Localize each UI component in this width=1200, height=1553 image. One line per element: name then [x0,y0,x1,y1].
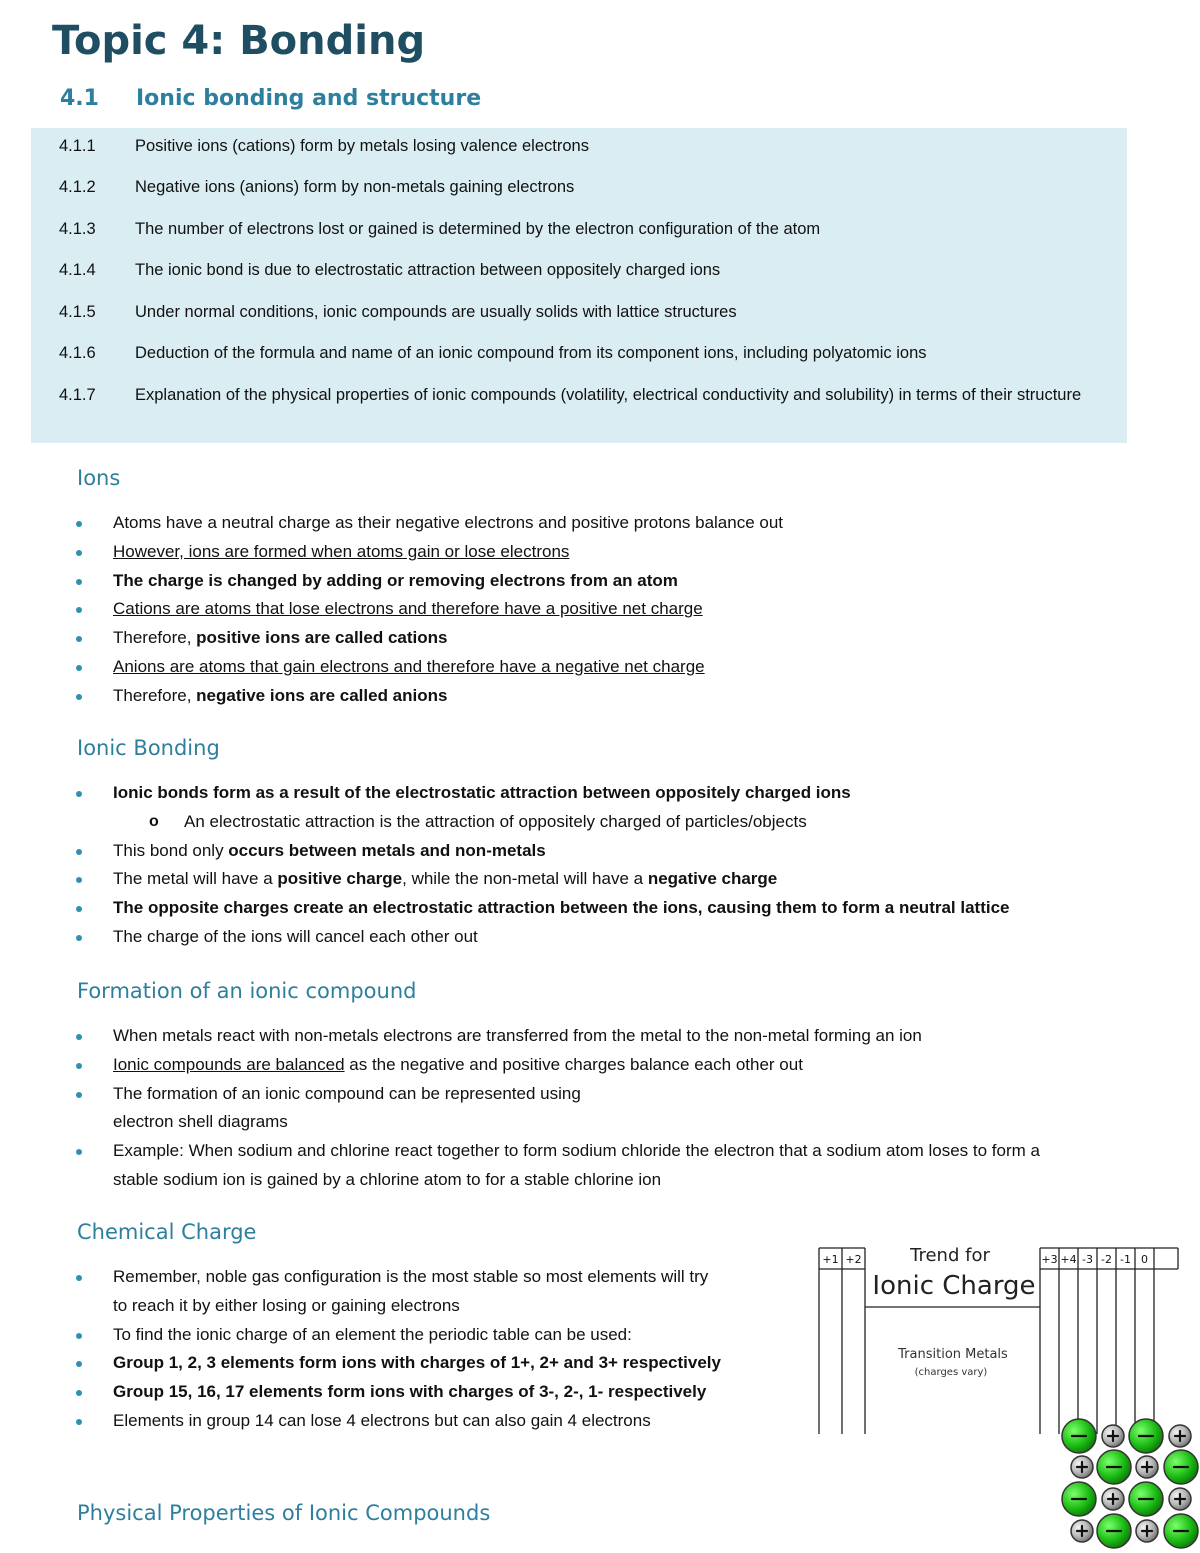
list-item: The formation of an ionic compound can be represented using electron shell diagrams [76,1080,1040,1138]
ions-list [76,509,783,711]
chemical-charge-list [76,1263,721,1436]
list-item: Example: When sodium and chlorine react together to form sodium chloride the electron that a sodium atom loses to form a stable sodium ion is gained by a chlorine atom to for a stable chlorine ion [76,1137,1040,1195]
list-item: When metals react with non-metals electrons are transferred from the metal to the non-metal forming an ion [76,1022,1040,1051]
section-title: Ionic bonding and structure [136,86,482,111]
charges-vary-label: (charges vary) [914,1367,988,1378]
charge-label: +4 [1060,1253,1077,1266]
charge-label: -2 [1101,1253,1112,1266]
list-item: Group 15, 16, 17 elements form ions with charges of 3-, 2-, 1- respectively [76,1378,721,1407]
syllabus-text: The number of electrons lost or gained is determined by the electron configuration of the atom [135,220,821,238]
ionic-bonding-heading: Ionic Bonding [77,736,220,760]
figure-title-line2: Ionic Charge [872,1271,1036,1301]
list-item: The metal will have a positive charge, while the non-metal will have a negative charge [76,865,1010,894]
section-4-1-heading [60,86,481,111]
list-item: Ionic bonds form as a result of the electrostatic attraction between oppositely charged ions [76,779,1010,808]
charge-label: +2 [845,1253,862,1266]
formation-list [76,1022,1040,1195]
syllabus-text: Negative ions (anions) form by non-metals gaining electrons [135,178,575,196]
list-item: The charge of the ions will cancel each other out [76,923,1010,952]
list-item: The opposite charges create an electrostatic attraction between the ions, causing them to form a neutral lattice [76,894,1010,923]
list-item: Group 1, 2, 3 elements form ions with charges of 1+, 2+ and 3+ respectively [76,1349,721,1378]
chemical-charge-heading: Chemical Charge [77,1220,257,1244]
syllabus-text: Positive ions (cations) form by metals losing valence electrons [135,137,589,155]
sub-list-item: o An electrostatic attraction is the attraction of oppositely charged of particles/objects [76,808,1010,837]
list-item: This bond only occurs between metals and non-metals [76,837,1010,866]
syllabus-code: 4.1.5 [59,303,96,321]
list-item: However, ions are formed when atoms gain or lose electrons [76,538,783,567]
ionic-lattice-illustration [1058,1412,1200,1553]
syllabus-code: 4.1.3 [59,220,96,238]
ions-heading: Ions [77,466,121,490]
charge-label: 0 [1141,1253,1148,1266]
syllabus-code: 4.1.7 [59,386,96,404]
list-item: The charge is changed by adding or removing electrons from an atom [76,567,783,596]
charge-label: +3 [1041,1253,1058,1266]
charge-label: -3 [1082,1253,1093,1266]
section-number: 4.1 [60,86,99,111]
list-item: Atoms have a neutral charge as their negative electrons and positive protons balance out [76,509,783,538]
syllabus-code: 4.1.4 [59,261,96,279]
syllabus-text: Under normal conditions, ionic compounds are usually solids with lattice structures [135,303,737,321]
page-title: Topic 4: Bonding [52,18,426,64]
charge-label: -1 [1120,1253,1131,1266]
charge-label: +1 [822,1253,839,1266]
list-item: Elements in group 14 can lose 4 electrons but can also gain 4 electrons [76,1407,721,1436]
list-item: Therefore, positive ions are called cations [76,624,783,653]
list-item: Remember, noble gas configuration is the most stable so most elements will try to reach it by either losing or gaining electrons [76,1263,721,1321]
syllabus-code: 4.1.6 [59,344,96,362]
ionic-bonding-list [76,779,1010,952]
list-item: Anions are atoms that gain electrons and therefore have a negative net charge [76,653,783,682]
syllabus-text: Deduction of the formula and name of an ionic compound from its component ions, including polyatomic ions [135,344,927,362]
physical-properties-heading: Physical Properties of Ionic Compounds [77,1501,491,1525]
syllabus-code: 4.1.1 [59,137,96,155]
syllabus-text: Explanation of the physical properties of ionic compounds (volatility, electrical conductivity and solubility) in terms of their structure [135,386,1082,404]
list-item: Ionic compounds are balanced as the negative and positive charges balance each other out [76,1051,1040,1080]
list-item: To find the ionic charge of an element the periodic table can be used: [76,1321,721,1350]
figure-title-line1: Trend for [910,1245,990,1266]
transition-metals-label: Transition Metals [898,1347,1008,1362]
formation-heading: Formation of an ionic compound [77,979,417,1003]
list-item: Therefore, negative ions are called anions [76,682,783,711]
syllabus-text: The ionic bond is due to electrostatic attraction between oppositely charged ions [135,261,721,279]
list-item: Cations are atoms that lose electrons and therefore have a positive net charge [76,595,783,624]
syllabus-box [31,128,1127,443]
syllabus-code: 4.1.2 [59,178,96,196]
